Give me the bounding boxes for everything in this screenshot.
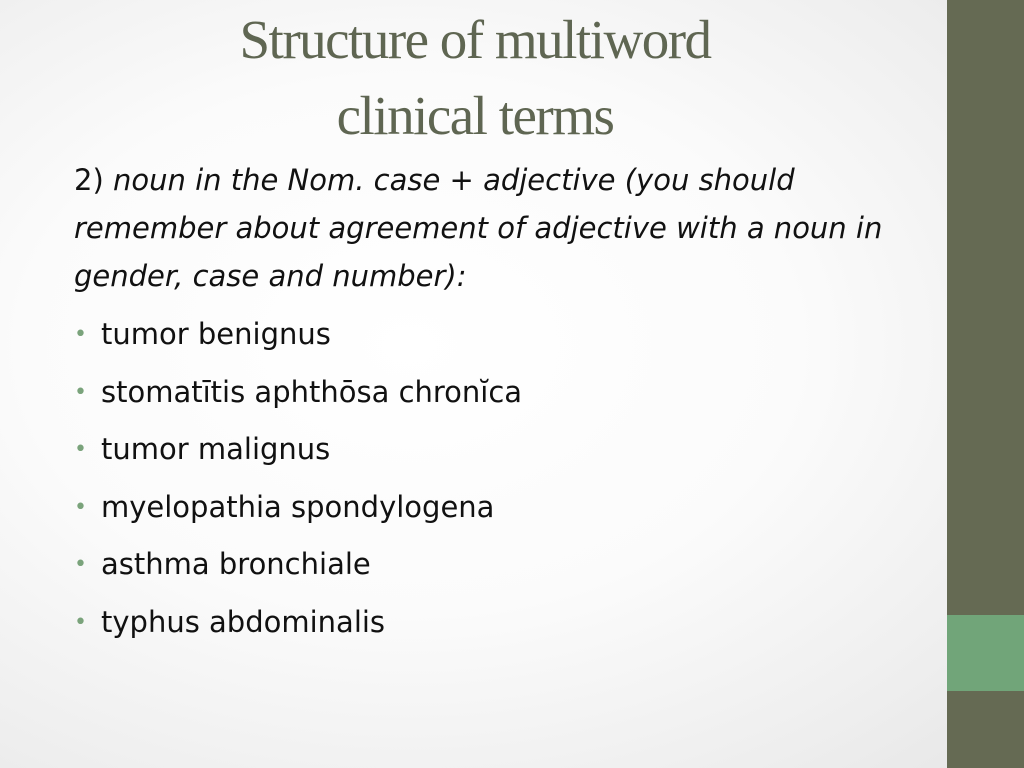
term-text: stomatītis aphthōsa chronĭca <box>101 374 523 409</box>
list-item <box>74 536 914 594</box>
list-item <box>74 479 914 537</box>
bullet-icon: • <box>74 609 87 635</box>
intro-number: 2) <box>74 163 104 197</box>
term-text: tumor benignus <box>101 317 331 351</box>
list-item <box>74 594 914 652</box>
intro-description: noun in the Nom. case + adjective (you should remember about agreement of adjective with a noun in gender, case and number): <box>74 163 883 293</box>
title-line-2: clinical terms <box>336 85 614 146</box>
bullet-icon: • <box>74 552 87 577</box>
bullet-icon: • <box>74 494 87 520</box>
list-item <box>74 364 914 422</box>
term-list <box>74 306 914 651</box>
slide-body <box>74 156 914 651</box>
decorative-sidebar <box>947 0 1024 768</box>
list-item <box>74 421 914 479</box>
sidebar-accent-block <box>947 615 1024 691</box>
term-text: myelopathia spondylogena <box>101 489 495 524</box>
term-text: typhus abdominalis <box>101 604 386 639</box>
list-item <box>74 306 914 364</box>
term-text: asthma bronchiale <box>101 547 371 581</box>
intro-paragraph <box>74 156 914 300</box>
bullet-icon: • <box>74 322 87 347</box>
term-text: tumor malignus <box>101 432 331 466</box>
bullet-icon: • <box>74 437 87 462</box>
slide-title <box>100 2 850 154</box>
title-line-1: Structure of multiword <box>239 9 711 70</box>
bullet-icon: • <box>74 379 87 405</box>
